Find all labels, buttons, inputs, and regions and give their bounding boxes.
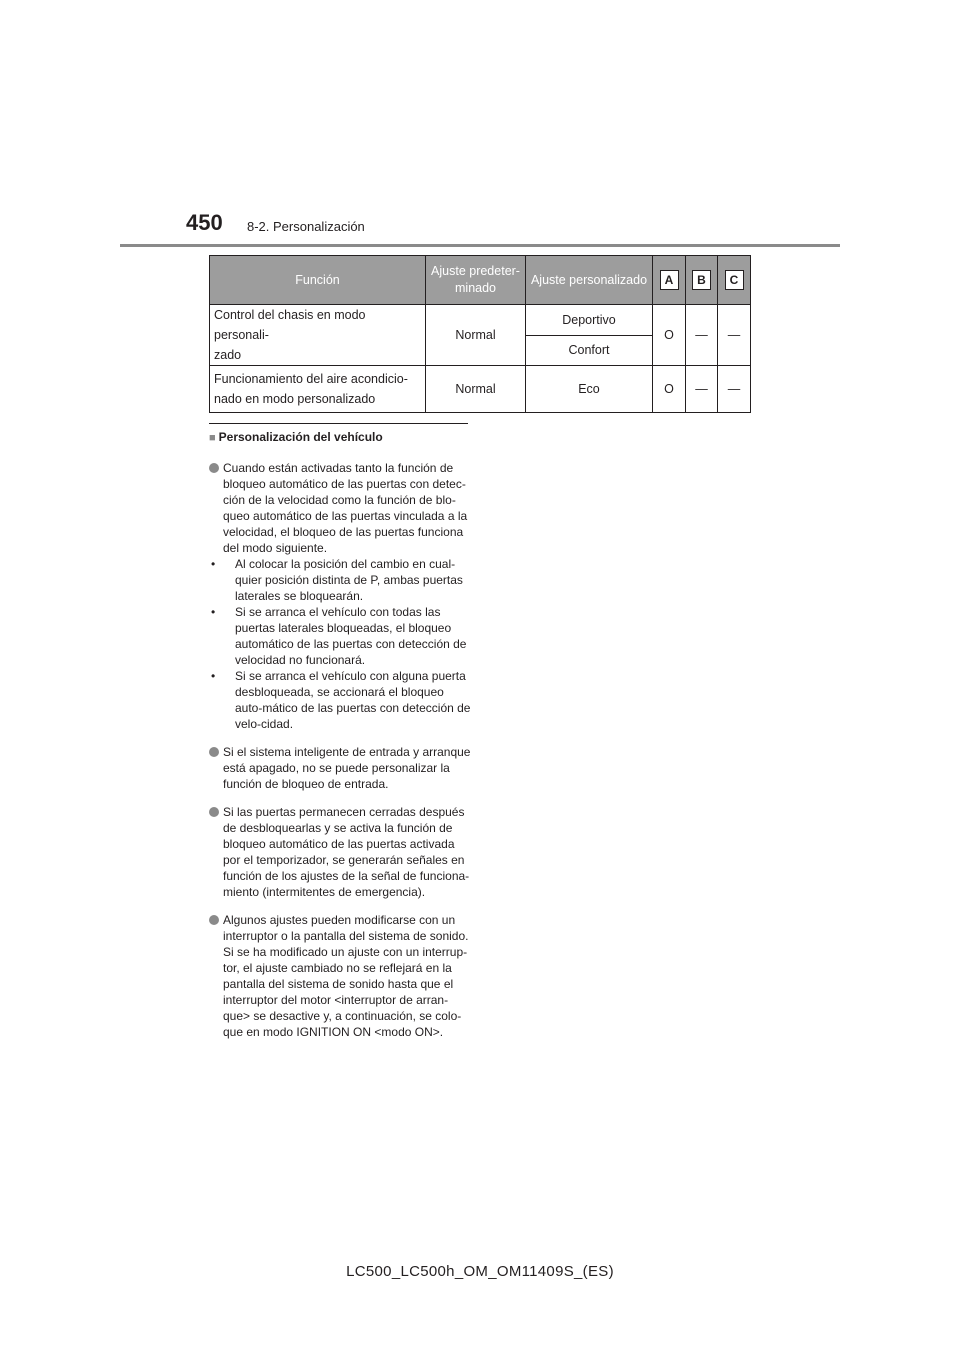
table-row [210, 366, 751, 413]
header-b [686, 256, 718, 305]
header-default: Ajuste predeter- minado [426, 256, 526, 305]
note-item [209, 804, 471, 900]
letter-c-box: C [725, 270, 744, 290]
note-subitem [209, 668, 471, 732]
cell-custom: Eco [526, 366, 653, 413]
cell-default: Normal [426, 366, 526, 413]
cell-c: — [718, 305, 751, 366]
cell-function: Control del chasis en modo personali- zado [210, 305, 426, 366]
cell-default: Normal [426, 305, 526, 366]
cell-custom-option: Deportivo [526, 305, 653, 336]
circle-bullet-icon [209, 915, 219, 925]
middle-dot-icon: • [211, 669, 216, 683]
note-text: Si el sistema inteligente de entrada y arranque está apagado, no se puede personalizar la función de bloqueo de entrada. [223, 745, 471, 791]
middle-dot-icon: • [211, 605, 216, 619]
note-item [209, 744, 471, 792]
section-title: 8-2. Personalización [247, 219, 365, 234]
note-item [209, 912, 471, 1040]
note-subitem [209, 556, 471, 604]
table-header-row [210, 256, 751, 305]
note-subitem [209, 604, 471, 668]
header-c [718, 256, 751, 305]
note-subitem-text: Si se arranca el vehículo con alguna puerta desbloqueada, se accionará el bloqueo auto-mático de las puertas con detección de velo-cidad. [235, 669, 471, 731]
table-row [210, 305, 751, 336]
section-divider [209, 423, 468, 424]
square-bullet-icon: ■ [209, 432, 216, 444]
note-subitem-text: Si se arranca el vehículo con todas las puertas laterales bloqueadas, el bloqueo automático de las puertas con detección de velocidad no funcionará. [235, 605, 467, 667]
footer-document-code: LC500_LC500h_OM_OM11409S_(ES) [346, 1263, 614, 1280]
cell-function: Funcionamiento del aire acondicio- nado en modo personalizado [210, 366, 426, 413]
notes-heading [209, 429, 471, 446]
circle-bullet-icon [209, 463, 219, 473]
cell-custom-option: Confort [526, 335, 653, 366]
letter-a-box: A [660, 270, 679, 290]
cell-c: — [718, 366, 751, 413]
note-item [209, 460, 471, 732]
header-a [653, 256, 686, 305]
header-rule [120, 244, 840, 247]
letter-b-box: B [692, 270, 711, 290]
cell-a: O [653, 305, 686, 366]
notes-heading-text: Personalización del vehículo [218, 430, 383, 444]
note-text: Si las puertas permanecen cerradas después de desbloquearlas y se activa la función de bloqueo automático de las puertas activada por el temporizador, se generarán señales en función de los ajustes de la señal de funciona-miento (intermitentes de emergencia). [223, 805, 470, 899]
note-subitem-text: Al colocar la posición del cambio en cual-quier posición distinta de P, ambas puertas laterales se bloquearán. [235, 557, 463, 603]
header-function: Función [210, 256, 426, 305]
circle-bullet-icon [209, 747, 219, 757]
settings-table [209, 255, 751, 413]
cell-a: O [653, 366, 686, 413]
header-custom: Ajuste personalizado [526, 256, 653, 305]
cell-b: — [686, 366, 718, 413]
page-number: 450 [186, 210, 223, 235]
note-text: Algunos ajustes pueden modificarse con un interruptor o la pantalla del sistema de sonido. Si se ha modificado un ajuste con un interrup-tor, el ajuste cambiado no se reflejará en la pantalla del sistema de sonido hasta que el interruptor del motor <interruptor de arran-que> se desactive y, a continuación, se colo-que en modo IGNITION ON <modo ON>. [223, 913, 469, 1039]
middle-dot-icon: • [211, 557, 216, 571]
note-text: Cuando están activadas tanto la función de bloqueo automático de las puertas con detec-ción de la velocidad como la función de blo-queo automático de las puertas vinculada a la velocidad, el bloqueo de las puertas funciona del modo siguiente. [223, 461, 468, 555]
circle-bullet-icon [209, 807, 219, 817]
notes-section [209, 429, 471, 1052]
cell-b: — [686, 305, 718, 366]
